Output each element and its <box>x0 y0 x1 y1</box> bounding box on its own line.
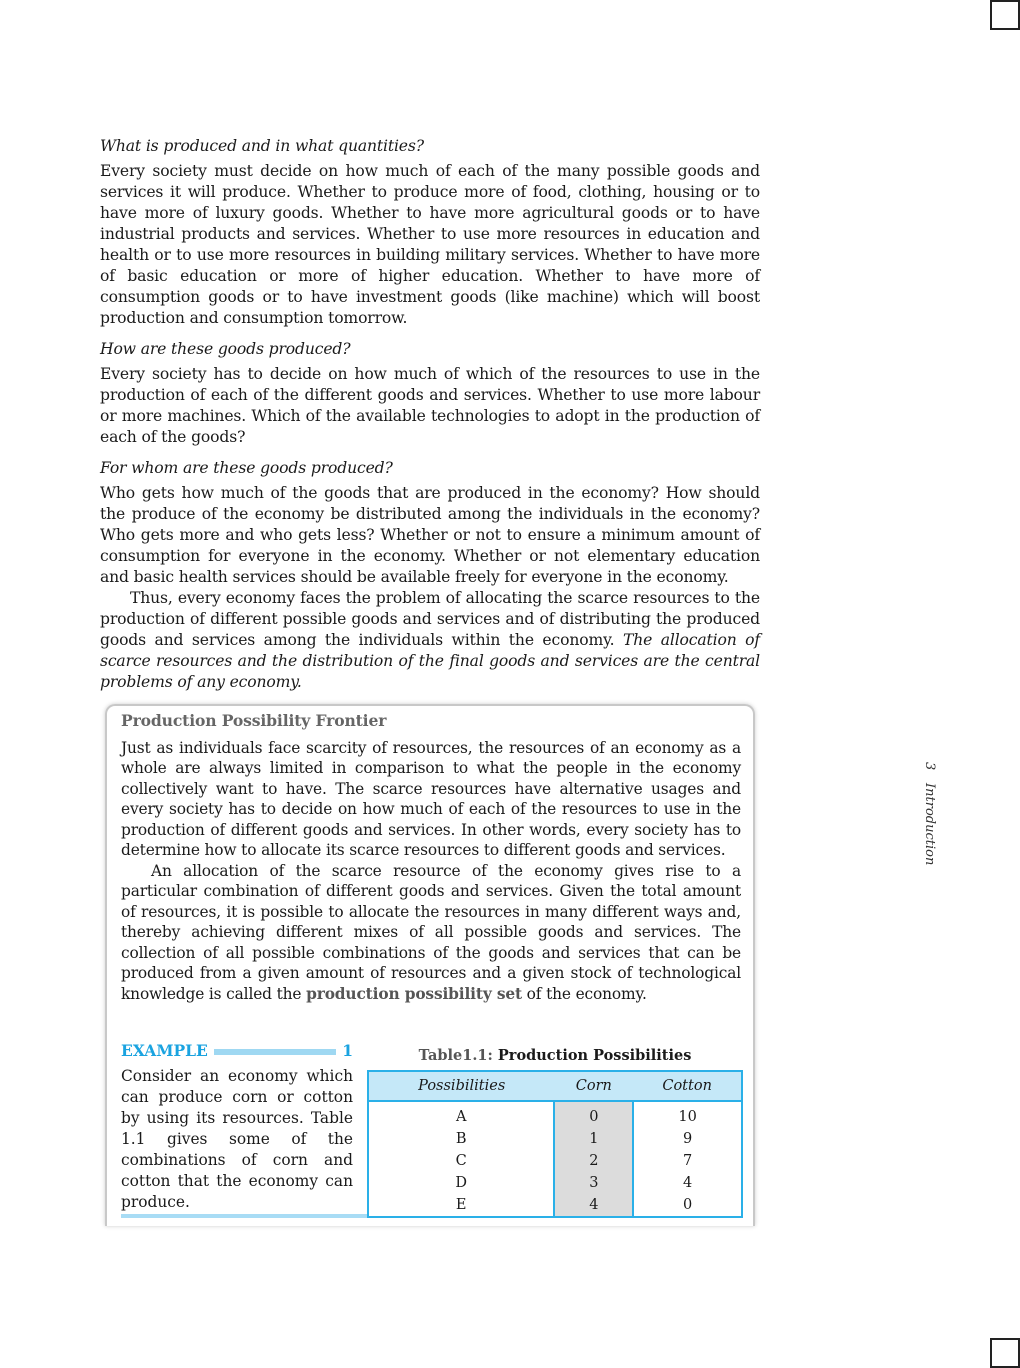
cell-possibility: A <box>455 1109 467 1125</box>
cell-possibility: C <box>455 1153 467 1169</box>
example-text: Consider an economy which can produce corn or cotton by using its resources. Table 1.1 gives some of the combinations of corn and cotton that the economy can produce. <box>121 1067 353 1211</box>
table-row <box>368 1128 742 1150</box>
chapter-title: Introduction <box>922 782 937 866</box>
paragraph: Who gets how much of the goods that are produced in the economy? How should the produce of the economy be distributed among the individuals in the economy? Who gets more and who gets less? Whether or not to ensure a minimum amount of consumption for everyone in the economy. Whether or not elementary education and basic health services should be available freely for everyone in the economy. <box>100 484 760 586</box>
example-label: EXAMPLE <box>121 1040 208 1060</box>
cell-cotton: 10 <box>678 1109 697 1125</box>
box-paragraph: Just as individuals face scarcity of resources, the resources of an economy as a whole are always limited in comparison to what the people in the economy collectively want to have. The scarce resources have alternative usages and every society has to decide on how much of each of the resources to use in the production of different goods and services. In other words, every society has to determine how to allocate its scarce resources to different goods and services. <box>121 738 741 859</box>
header-possibilities: Possibilities <box>368 1071 554 1101</box>
cell-cotton: 0 <box>683 1197 693 1213</box>
cell-corn: 1 <box>554 1128 633 1150</box>
table-row <box>368 1101 742 1128</box>
header-corn: Corn <box>554 1071 633 1101</box>
cell-possibility: D <box>455 1175 468 1191</box>
cell-possibility: B <box>455 1131 467 1147</box>
cell-corn: 3 <box>554 1172 633 1194</box>
header-cotton: Cotton <box>633 1071 742 1101</box>
main-text <box>100 136 760 703</box>
key-term: production possibility set <box>306 984 522 1003</box>
running-footer <box>922 762 937 865</box>
box-text: of the economy. <box>521 984 647 1003</box>
cell-corn: 4 <box>554 1194 633 1217</box>
cell-cotton: 9 <box>683 1131 693 1147</box>
section-heading: What is produced and in what quantities? <box>100 137 424 155</box>
box-text: An allocation of the scarce resource of the economy gives rise to a particular combination of different goods and services. Given the total amount of resources, it is possible to allocate the resources in many different ways and, thereby achieving different mixes of all possible goods and services. The collection of all possible combinations of the goods and services that can be produced from a given amount of resources and a given stock of technological knowledge is called the <box>121 861 741 1003</box>
summary-text: Thus, every economy faces the problem of allocating the scarce resources to the production of different possible goods and services and of distributing the produced goods and services among the individuals within the economy. <box>100 589 760 649</box>
cell-corn: 0 <box>554 1101 633 1128</box>
table-row <box>368 1172 742 1194</box>
example-panel <box>121 1040 353 1213</box>
table-row <box>368 1194 742 1217</box>
paragraph: Every society has to decide on how much of which of the resources to use in the production of each of the different goods and services. Whether to use more labour or more machines. Which of the available technologies to adopt in the production of each of the goods? <box>100 365 760 446</box>
production-possibilities-table <box>367 1070 743 1218</box>
cell-cotton: 7 <box>683 1153 693 1169</box>
cell-corn: 2 <box>554 1150 633 1172</box>
crop-mark-bottom <box>990 1338 1020 1368</box>
summary-emphasis: The allocation of scarce resources and the distribution of the final goods and services are the central problems of any economy. <box>100 631 760 691</box>
box-paragraph <box>121 861 741 1005</box>
caption-label: Table1.1: <box>418 1047 493 1064</box>
example-header <box>121 1040 353 1060</box>
section-heading: For whom are these goods produced? <box>100 459 393 477</box>
caption-title: Production Possibilities <box>497 1047 692 1064</box>
section-heading: How are these goods produced? <box>100 340 351 358</box>
page-number: 3 <box>922 762 937 771</box>
table-row <box>368 1150 742 1172</box>
table-caption <box>368 1047 742 1064</box>
example-rule <box>121 1214 367 1218</box>
box-title: Production Possibility Frontier <box>121 711 387 730</box>
cell-cotton: 4 <box>683 1175 693 1191</box>
cell-possibility: E <box>455 1197 467 1213</box>
crop-mark-top <box>990 0 1020 30</box>
paragraph: Every society must decide on how much of each of the many possible goods and services it will produce. Whether to produce more of food, clothing, housing or to have more of luxury goods. Whether to have more agricultural goods or to have industrial products and services. Whether to use more resources in education and health or to use more resources in building military services. Whether to have more of basic education or more of higher education. Whether to have more of consumption goods or to have investment goods (like machine) which will boost production and consumption tomorrow. <box>100 162 760 327</box>
summary-paragraph <box>100 588 760 693</box>
example-number: 1 <box>342 1040 353 1060</box>
ppf-box-content <box>121 711 741 1004</box>
example-bar <box>214 1049 336 1055</box>
